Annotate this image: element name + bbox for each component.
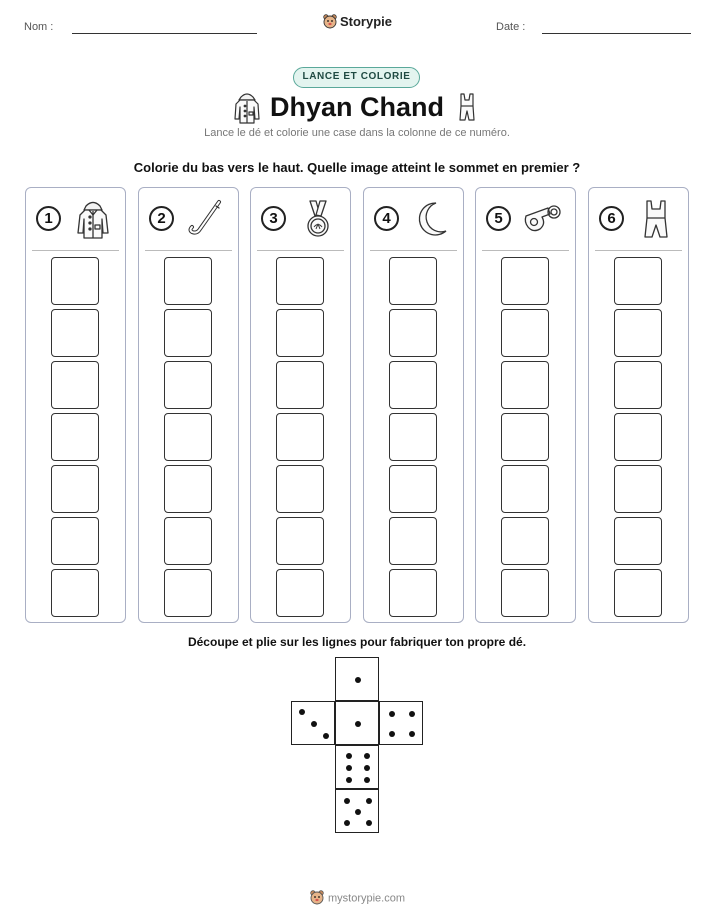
dice-pip <box>323 733 329 739</box>
page-subtitle: Lance le dé et colorie une case dans la colonne de ce numéro. <box>204 127 510 139</box>
dice-instruction: Découpe et plie sur les lignes pour fabriquer ton propre dé. <box>187 635 527 649</box>
dice-pip <box>346 753 352 759</box>
footer <box>0 889 714 908</box>
dice-pip <box>364 753 370 759</box>
brand-name: Storypie <box>339 13 392 29</box>
dice-pip <box>366 798 372 804</box>
dice-pip <box>346 765 352 771</box>
game-instruction: Colorie du bas vers le haut. Quelle image atteint le sommet en premier ? <box>133 160 581 175</box>
dice-pip <box>344 798 350 804</box>
dice-face-5 <box>335 789 379 833</box>
dice-pip <box>355 721 361 727</box>
dice-pip <box>311 721 317 727</box>
dice-pip <box>389 711 395 717</box>
dice-pip <box>364 777 370 783</box>
column-number: 1 <box>36 206 61 231</box>
dice-pip <box>355 677 361 683</box>
dice-face-4 <box>379 701 423 745</box>
column-number: 5 <box>486 206 511 231</box>
dice-pip <box>389 731 395 737</box>
dice-pip <box>409 731 415 737</box>
page-title: Dhyan Chand <box>269 92 444 122</box>
column-number: 4 <box>374 206 399 231</box>
dice-pip <box>366 820 372 826</box>
date-label: Date : <box>496 21 526 33</box>
dice-pip <box>364 765 370 771</box>
name-label: Nom : <box>24 21 54 33</box>
activity-badge: LANCE ET COLORIE <box>293 67 420 88</box>
column-number: 2 <box>149 206 174 231</box>
dice-face-3 <box>291 701 335 745</box>
column-number: 3 <box>261 206 286 231</box>
footer-link[interactable]: mystorypie.com <box>327 892 406 905</box>
column-number: 6 <box>599 206 624 231</box>
dice-pip <box>299 709 305 715</box>
dice-face-1 <box>335 701 379 745</box>
dice-face-1 <box>335 657 379 701</box>
storypie-bear-icon <box>309 889 325 908</box>
dice-pip <box>346 777 352 783</box>
dice-pip <box>344 820 350 826</box>
dice-pip <box>355 809 361 815</box>
dice-face-6 <box>335 745 379 789</box>
dice-pip <box>409 711 415 717</box>
